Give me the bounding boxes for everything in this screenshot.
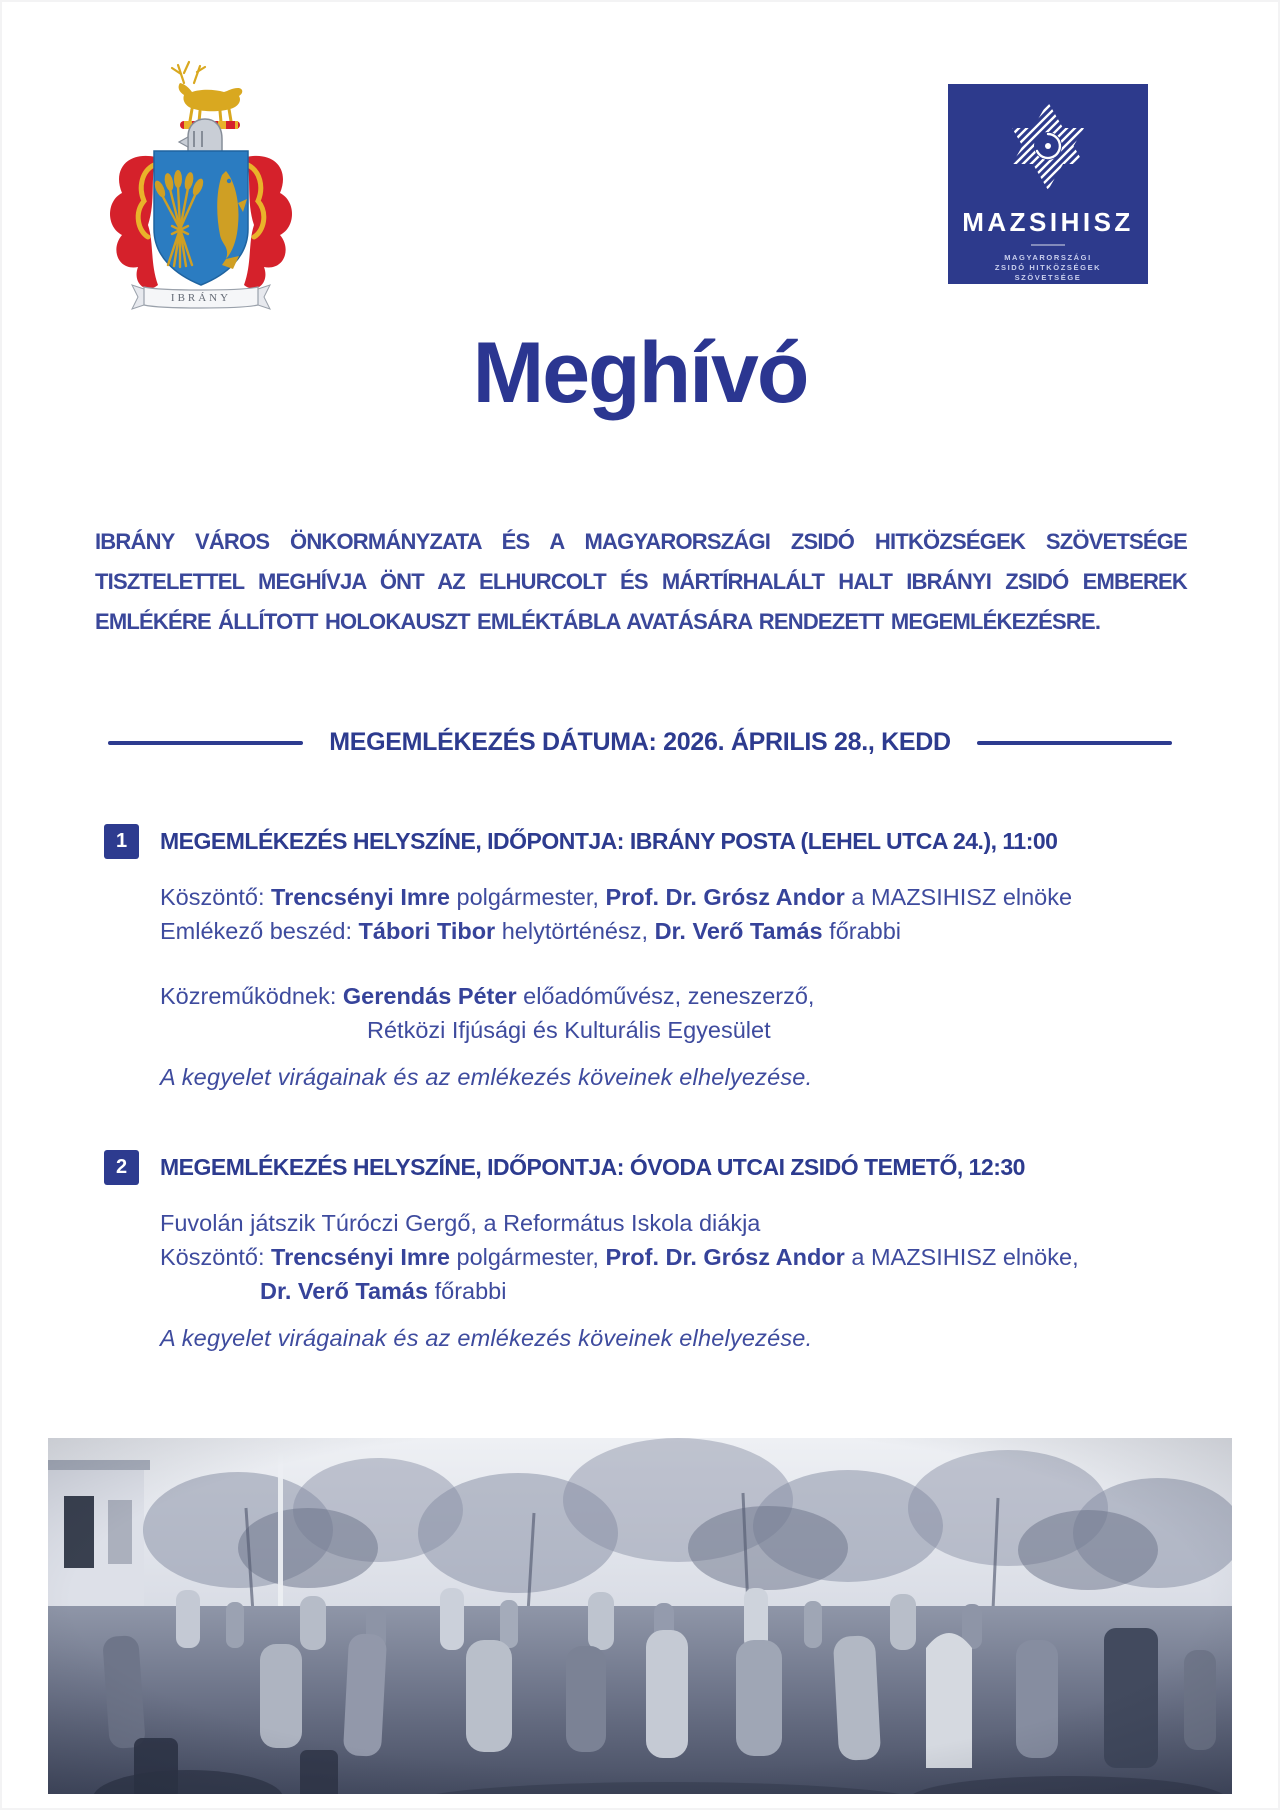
mazsihisz-logo xyxy=(948,84,1148,284)
detail-line xyxy=(160,880,1186,914)
logo-subtitle-line-2: ZSIDÓ HITKÖZSÉGEK xyxy=(994,263,1102,272)
person-name: Dr. Verő Tamás xyxy=(654,918,823,944)
section-2 xyxy=(104,1150,1186,1355)
detail-line xyxy=(160,1240,1186,1274)
person-name: Prof. Dr. Grósz Andor xyxy=(605,1244,845,1270)
section-1 xyxy=(104,824,1186,1094)
detail-line xyxy=(160,914,1186,948)
logo-wordmark: MAZSIHISZ xyxy=(962,207,1134,237)
intro-paragraph: IBRÁNY VÁROS ÖNKORMÁNYZATA ÉS A MAGYARORSZÁGI ZSIDÓ HITKÖZSÉGEK SZÖVETSÉGE TISZTELETTEL MEGHÍVJA ÖNT AZ ELHURCOLT ÉS MÁRTÍRHALÁLT HALT IBRÁNYI ZSIDÓ EMBEREK EMLÉKÉRE ÁLLÍTOTT HOLOKAUSZT EMLÉKTÁBLA AVATÁSÁRA RENDEZETT MEGEMLÉKEZÉSRE. xyxy=(95,529,1187,634)
mazsihisz-logo-icon xyxy=(948,84,1148,284)
text-run: A kegyelet virágainak és az emlékezés köveinek elhelyezése. xyxy=(160,1064,813,1090)
detail-line xyxy=(160,979,1186,1013)
divider-line-left xyxy=(108,741,303,745)
section-1-body xyxy=(160,880,1186,1094)
detail-line xyxy=(160,1013,1186,1047)
text-run: polgármester, xyxy=(450,1244,606,1270)
text-run: A kegyelet virágainak és az emlékezés köveinek elhelyezése. xyxy=(160,1325,813,1351)
detail-line xyxy=(160,1274,1186,1308)
coat-of-arms-icon xyxy=(92,58,310,314)
section-heading: MEGEMLÉKEZÉS HELYSZÍNE, IDŐPONTJA: ÓVODA UTCAI ZSIDÓ TEMETŐ, 12:30 xyxy=(160,1154,1025,1180)
person-name: Gerendás Péter xyxy=(342,983,517,1009)
text-run: főrabbi xyxy=(822,918,902,944)
detail-line-italic xyxy=(160,1060,1186,1094)
divider-line-right xyxy=(977,741,1172,745)
section-heading: MEGEMLÉKEZÉS HELYSZÍNE, IDŐPONTJA: IBRÁNY POSTA (LEHEL UTCA 24.), 11:00 xyxy=(160,828,1058,854)
text-run: előadóművész, zeneszerző, xyxy=(516,983,815,1009)
deer-icon xyxy=(172,62,242,122)
text-run: főrabbi xyxy=(428,1278,507,1304)
ibrany-coat-of-arms xyxy=(92,58,310,314)
date-banner xyxy=(108,728,1172,757)
text-run: Közreműködnek: xyxy=(160,983,343,1009)
section-2-body xyxy=(160,1206,1186,1355)
person-name: Tábori Tibor xyxy=(358,918,496,944)
section-1-header xyxy=(104,824,1186,859)
vignette xyxy=(48,1438,1232,1794)
text-run: Köszöntő: xyxy=(160,884,272,910)
text-run: Fuvolán játszik Túróczi Gergő, a Református Iskola diákja xyxy=(160,1210,761,1236)
cemetery-photo xyxy=(48,1438,1232,1794)
person-name: Trencsényi Imre xyxy=(271,884,451,910)
page-title: Meghívó xyxy=(472,325,808,421)
detail-line xyxy=(160,1206,1186,1240)
ribbon-banner xyxy=(132,285,270,309)
section-2-header xyxy=(104,1150,1186,1185)
cemetery-photo-illustration xyxy=(48,1438,1232,1794)
person-name: Dr. Verő Tamás xyxy=(260,1278,429,1304)
logo-subtitle-line-1: MAGYARORSZÁGI xyxy=(1004,253,1092,262)
person-name: Trencsényi Imre xyxy=(271,1244,451,1270)
date-text: MEGEMLÉKEZÉS DÁTUMA: 2026. ÁPRILIS 28., KEDD xyxy=(329,728,951,756)
text-run: helytörténész, xyxy=(495,918,655,944)
section-number-badge: 1 xyxy=(104,824,139,859)
text-run: polgármester, xyxy=(450,884,606,910)
section-number-badge: 2 xyxy=(104,1150,139,1185)
crest-banner-text: IBRÁNY xyxy=(170,292,232,304)
text-run: a MAZSIHISZ elnöke xyxy=(844,884,1073,910)
text-run: Rétközi Ifjúsági és Kulturális Egyesület xyxy=(367,1017,771,1043)
detail-line-italic xyxy=(160,1321,1186,1355)
logo-subtitle-line-3: SZÖVETSÉGE xyxy=(1014,273,1082,282)
person-name: Prof. Dr. Grósz Andor xyxy=(605,884,845,910)
text-run: Emlékező beszéd: xyxy=(160,918,359,944)
text-run: a MAZSIHISZ elnöke, xyxy=(844,1244,1079,1270)
text-run: Köszöntő: xyxy=(160,1244,272,1270)
